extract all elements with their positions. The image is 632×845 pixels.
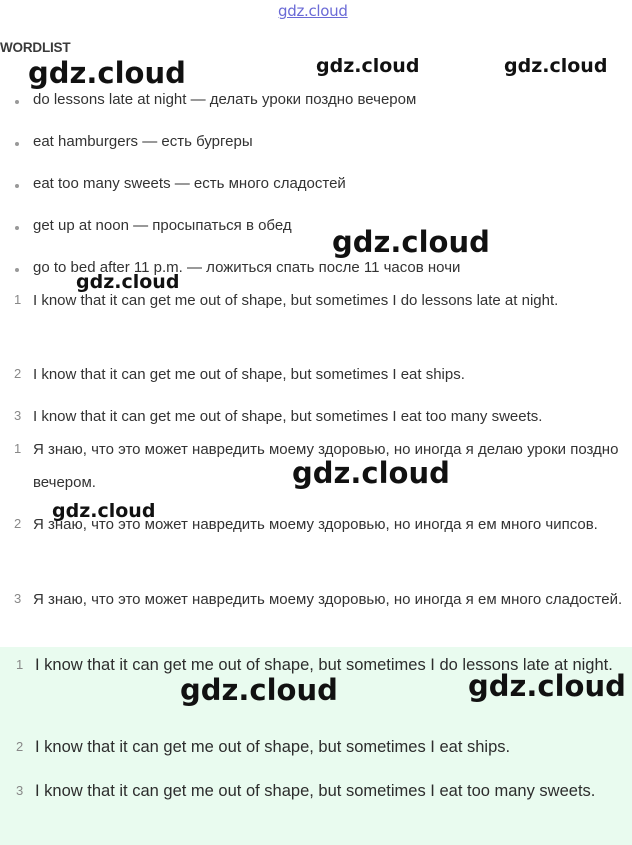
watermark: gdz.cloud (332, 225, 490, 259)
answer-text: I know that it can get me out of shape, but sometimes I do lessons late at night. (35, 656, 613, 674)
answer-number: 2 (14, 366, 22, 381)
answer-number: 1 (14, 292, 22, 307)
answer-number: 2 (16, 739, 24, 754)
header-link[interactable]: gdz.cloud (278, 2, 348, 20)
answer-text: Я знаю, что это может навредить моему здоровью, но иногда я ем много чипсов. (33, 516, 598, 533)
watermark: gdz.cloud (52, 500, 156, 522)
bullet-icon (15, 184, 19, 188)
list-item-text: get up at noon — просыпаться в обед (33, 217, 292, 234)
bullet-icon (15, 142, 19, 146)
list-item-text: go to bed after 11 p.m. — ложиться спать после 11 часов ночи (33, 259, 461, 276)
answer-text: I know that it can get me out of shape, but sometimes I eat ships. (35, 738, 511, 756)
answer-number: 3 (14, 591, 22, 606)
answer-text: I know that it can get me out of shape, but sometimes I do lessons late at night. (33, 292, 559, 309)
bullet-icon (15, 226, 19, 230)
answer-text: I know that it can get me out of shape, but sometimes I eat too many sweets. (33, 408, 543, 425)
bullet-icon (15, 100, 19, 104)
answer-number: 1 (14, 441, 22, 456)
answer-number: 1 (16, 657, 24, 672)
watermark: gdz.cloud (292, 456, 450, 490)
answer-number: 3 (14, 408, 22, 423)
answer-text: Я знаю, что это может навредить моему здоровью, но иногда я ем много сладостей. (33, 591, 623, 608)
list-item-text: eat hamburgers — есть бургеры (33, 133, 253, 150)
list-item-text: eat too many sweets — есть много сладостей (33, 175, 346, 192)
watermark: gdz.cloud (76, 271, 180, 293)
wordlist-title: WORDLIST (0, 40, 71, 55)
watermark: gdz.cloud (504, 55, 608, 77)
list-item-text: do lessons late at night — делать уроки поздно вечером (33, 91, 417, 108)
watermark: gdz.cloud (316, 55, 420, 77)
bullet-icon (15, 268, 19, 272)
answer-text: Я знаю, что это может навредить моему здоровью, но иногда я делаю уроки поздно вечером. (33, 441, 619, 491)
watermark: gdz.cloud (180, 673, 338, 707)
answer-number: 2 (14, 516, 22, 531)
answer-number: 3 (16, 783, 24, 798)
answer-text: I know that it can get me out of shape, but sometimes I eat too many sweets. (35, 782, 596, 800)
watermark: gdz.cloud (28, 56, 186, 90)
answer-text: I know that it can get me out of shape, but sometimes I eat ships. (33, 366, 465, 383)
watermark: gdz.cloud (468, 669, 626, 703)
